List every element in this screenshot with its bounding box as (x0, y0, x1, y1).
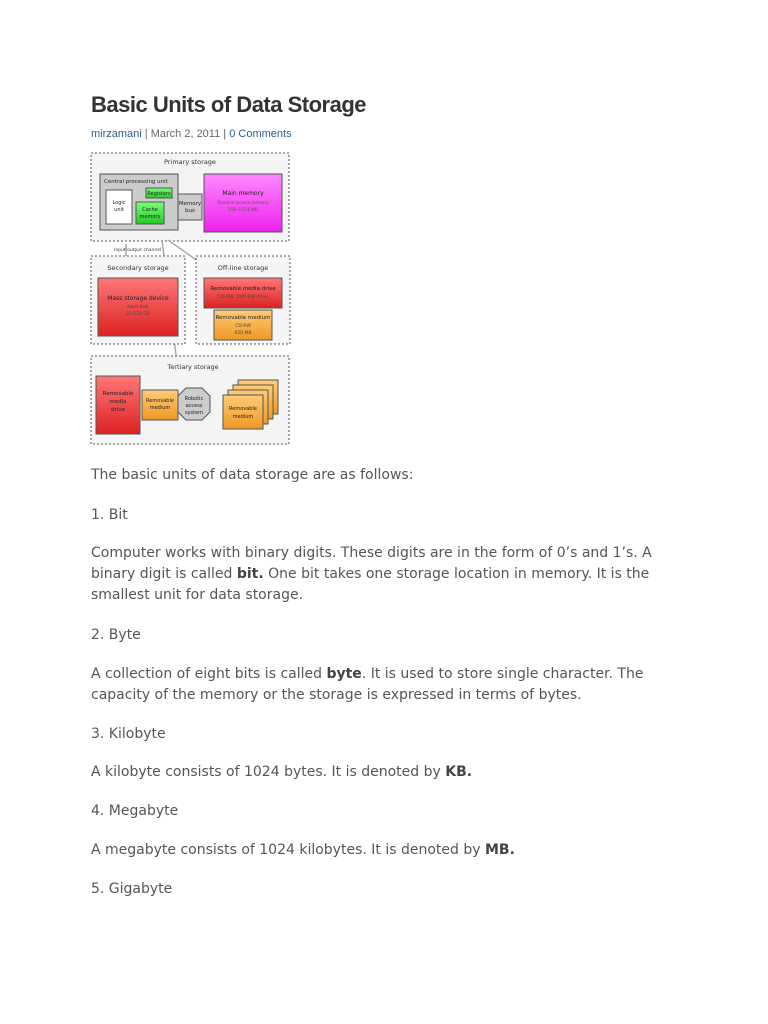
heading-bit: 1. Bit (91, 507, 128, 523)
svg-text:Removable: Removable (102, 391, 134, 397)
svg-text:Removable media drive: Removable media drive (210, 286, 276, 292)
removable-drive-box (204, 278, 282, 308)
svg-text:system: system (184, 410, 204, 416)
svg-text:Secondary storage: Secondary storage (107, 264, 169, 272)
svg-text:Cache: Cache (142, 207, 158, 213)
meta-separator: | (220, 128, 230, 140)
svg-text:Memory: Memory (178, 201, 202, 207)
svg-text:Tertiary storage: Tertiary storage (167, 363, 219, 371)
primary-storage-label: Primary storage (164, 158, 216, 166)
svg-text:bus: bus (185, 208, 195, 214)
svg-text:Removable medium: Removable medium (215, 315, 271, 321)
svg-text:Hard disk: Hard disk (127, 305, 149, 310)
io-channel-label: Input/output channel (114, 248, 162, 253)
svg-text:CD-RW: CD-RW (235, 324, 251, 329)
svg-text:Main memory: Main memory (222, 190, 264, 197)
heading-byte: 2. Byte (91, 627, 141, 643)
heading-kilobyte: 3. Kilobyte (91, 726, 166, 742)
cpu-label: Central processing unit (104, 179, 168, 185)
megabyte-paragraph: A megabyte consists of 1024 kilobytes. It is denoted by MB. (91, 842, 515, 858)
heading-gigabyte: 5. Gigabyte (91, 881, 173, 897)
svg-text:Logic: Logic (112, 200, 126, 206)
svg-text:drive: drive (111, 407, 125, 413)
heading-megabyte: 4. Megabyte (91, 803, 179, 819)
author-link[interactable]: mirzamani (91, 128, 142, 140)
storage-hierarchy-diagram (90, 152, 292, 448)
bit-paragraph: Computer works with binary digits. These digits are in the form of 0’s and 1’s. A binary digit is called bit. One bit takes one storage location in memory. It is the smallest unit for data storage. (91, 545, 652, 603)
byte-paragraph: A collection of eight bits is called byte. It is used to store single character. The capacity of the memory or the storage is expressed in terms of bytes. (91, 666, 644, 703)
svg-text:650 MB: 650 MB (234, 331, 252, 336)
svg-text:media: media (109, 399, 127, 405)
post-meta (91, 128, 292, 140)
svg-text:unit: unit (114, 207, 124, 213)
svg-text:Off-line storage: Off-line storage (217, 264, 269, 272)
svg-text:CD-RW, DVD-RW drive: CD-RW, DVD-RW drive (217, 295, 269, 300)
cache-box (136, 202, 164, 224)
intro-paragraph: The basic units of data storage are as follows: (91, 467, 414, 483)
svg-text:20-120 GB: 20-120 GB (126, 312, 150, 317)
svg-text:Removable: Removable (229, 406, 257, 412)
svg-text:Random access memory: Random access memory (217, 200, 269, 205)
post-date: March 2, 2011 (150, 128, 221, 140)
svg-text:access: access (185, 403, 203, 409)
meta-separator: | (141, 128, 151, 140)
svg-text:Registers: Registers (147, 191, 171, 197)
stacked-medium-box (223, 395, 263, 429)
svg-text:256-1024 MB: 256-1024 MB (227, 208, 259, 213)
svg-text:Robotic: Robotic (184, 396, 204, 402)
svg-text:Mass storage device: Mass storage device (107, 295, 169, 302)
kilobyte-paragraph: A kilobyte consists of 1024 bytes. It is denoted by KB. (91, 764, 473, 780)
svg-text:memory: memory (139, 214, 161, 220)
svg-text:medium: medium (232, 414, 254, 420)
tertiary-drive-box (96, 376, 140, 434)
svg-text:Removable: Removable (146, 398, 174, 404)
memory-bus-box (178, 194, 202, 220)
svg-text:medium: medium (149, 405, 171, 411)
page-title: Basic Units of Data Storage (91, 92, 367, 117)
comments-link[interactable]: 0 Comments (229, 128, 292, 140)
